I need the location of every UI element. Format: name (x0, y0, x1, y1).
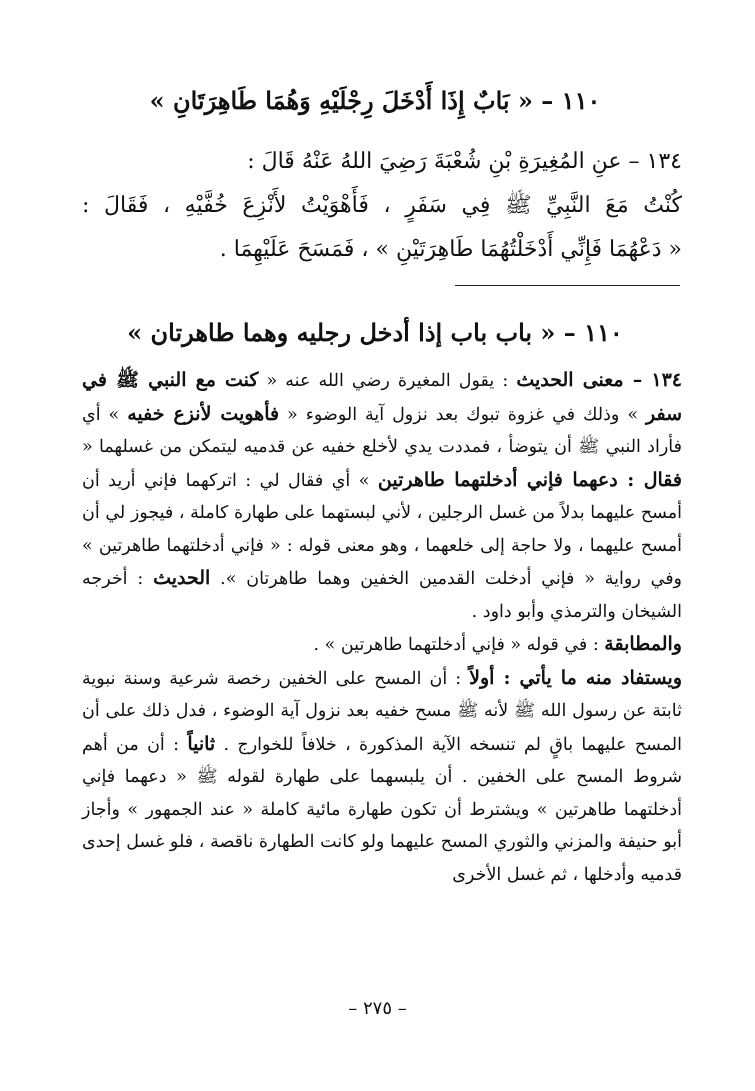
second-point-label: ثانياً (187, 732, 216, 755)
correspondence-label: والمطابقة (604, 633, 682, 655)
quoted-hadith-phrase: فقال : دعهما فإني أدخلتهما طاهرتين (377, 468, 682, 491)
commentary-text: : في قوله « فإني أدخلتهما طاهرتين » . (313, 635, 605, 655)
commentary-text: » وذلك في غزوة تبوك بعد نزول آية الوضوء « (279, 404, 646, 425)
commentary-heading: ١١٠ – « باب باب إذا أدخل رجليه وهما طاهرتان » (127, 318, 623, 347)
chapter-heading: ١١٠ – « بَابٌ إِذَا أَدْخَلَ رِجْلَيْهِ وَهُمَا طَاهِرَتَانِ » (149, 86, 601, 115)
commentary-text: : أن المسح على الخفين رخصة شرعية وسنة نبوية ثابتة عن رسول الله ﷺ لأنه ﷺ مسح خفيه بعد نزول آية الوضوء ، فدل ذلك على أن المسح عليهما باقٍ لم تنسخه الآية المذكورة ، خلافاً للخوارج . (82, 668, 683, 755)
quoted-hadith-phrase: فأهويت لأنزع خفيه (127, 402, 280, 425)
commentary-body (82, 364, 682, 891)
hadith-source-label: الحديث (153, 567, 211, 589)
commentary-paragraph (82, 662, 682, 892)
benefits-label: ويستفاد منه ما يأتي : أولاً (469, 666, 682, 689)
commentary-paragraph (82, 364, 682, 628)
commentary-text: : يقول المغيرة رضي الله عنه « (258, 371, 517, 391)
separator-rule (455, 285, 680, 286)
hadith-text-line: « دَعْهُمَا فَإِنِّي أَدْخَلْتُهُمَا طَاهِرَتَيْنِ » ، فَمَسَحَ عَلَيْهِمَا . (219, 237, 682, 262)
commentary-paragraph (82, 628, 682, 662)
commentary-text: : أن من أهم شروط المسح على الخفين . أن يلبسهما على طهارة لقوله ﷺ « دعهما فإني أدخلتهما طاهرتين » ويشترط أن تكون طهارة مائية كاملة « عند الجمهور » وأجاز أبو حنيفة والمزني والثوري المسح عليهما ولو كانت الطهارة ناقصة ، فلو غسل إحدى قدميه وأدخلها ، ثم غسل الأخرى (82, 734, 682, 885)
commentary-text: » أي فقال لي : اتركهما فإني أريد أن أمسح عليهما بدلاً من غسل الرجلين ، لأني لبستهما على طهارة كاملة ، فيجوز لي أن أمسح عليهما ، ولا حاجة إلى خلعهما ، وهو معنى قوله : « فإني أدخلتهما طاهرتين » وفي رواية « فإني أدخلت القدمين الخفين وهما طاهرتان ». (82, 470, 683, 589)
commentary-text: : أخرجه الشيخان والترمذي وأبو داود . (82, 569, 682, 622)
page-number: – ٢٧٥ – (348, 998, 407, 1019)
commentary-text: » أي فأراد النبي ﷺ أن يتوضأ ، فمددت يدي لأخلع خفيه عن قدميه ليتمكن من غسلهما « (82, 404, 682, 457)
hadith-meaning-label: ١٣٤ – معنى الحديث (516, 369, 682, 391)
quoted-hadith-phrase: كنت مع النبي ﷺ في سفر (82, 369, 682, 425)
hadith-text-line: كُنْتُ مَعَ النَّبِيِّ ﷺ فِي سَفَرٍ ، فَأَهْوَيْتُ لأَنْزِعَ خُفَّيْهِ ، فَقَالَ : (82, 193, 682, 218)
hadith-isnad-line: ١٣٤ – عنِ المُغِيرَةِ بْنِ شُعْبَةَ رَضِيَ اللهُ عَنْهُ قَالَ : (247, 149, 682, 174)
